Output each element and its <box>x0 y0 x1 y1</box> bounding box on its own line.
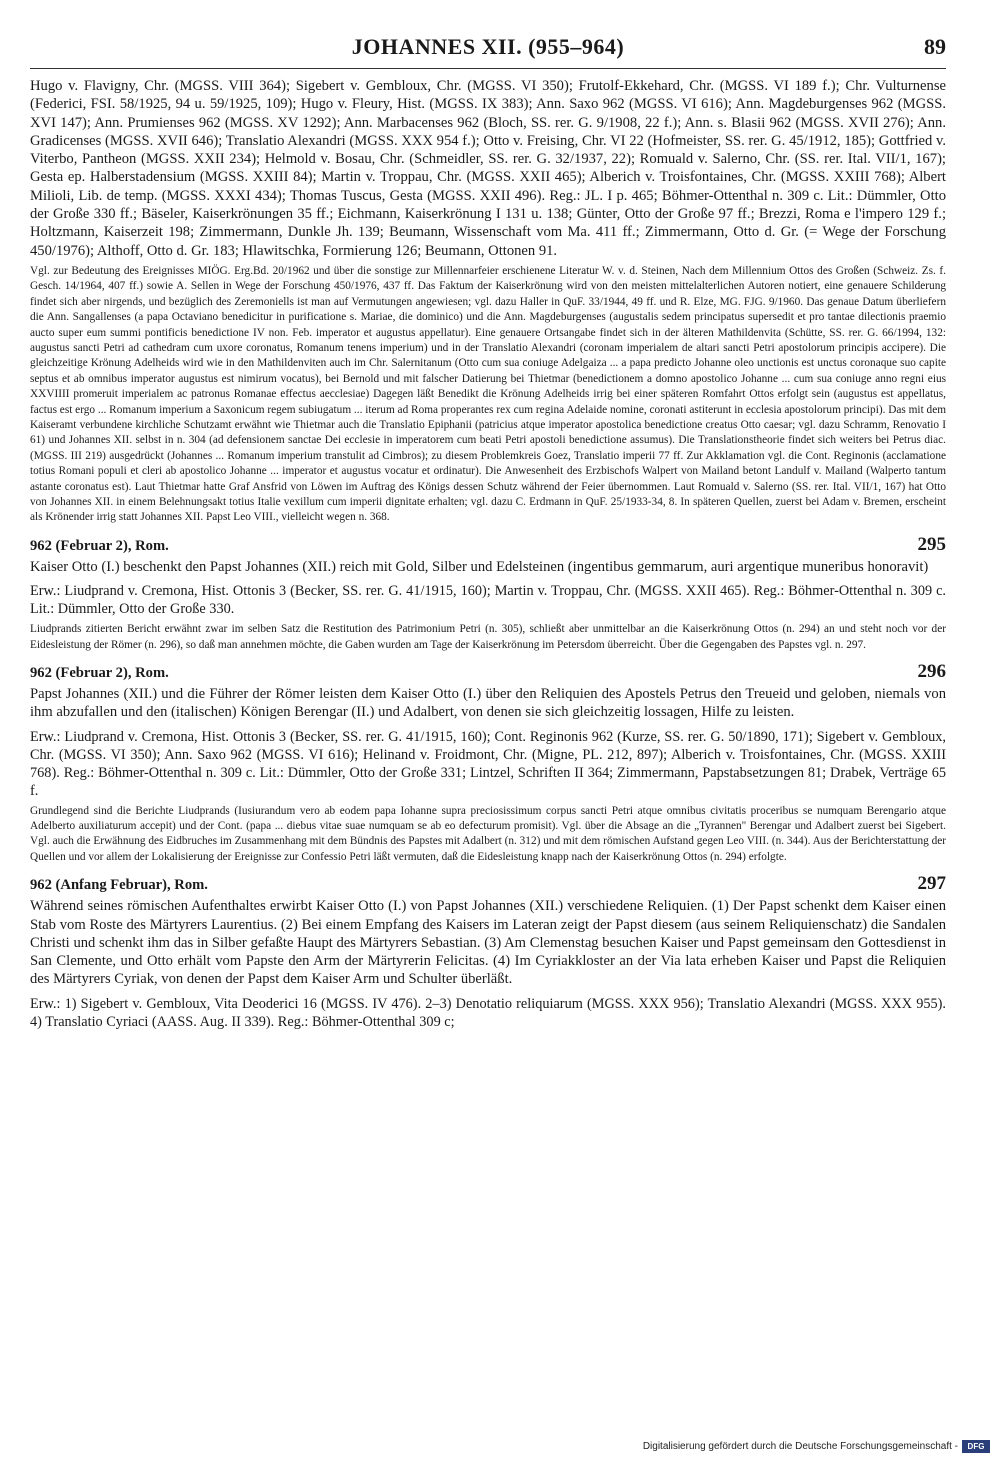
page-number: 89 <box>924 34 946 59</box>
entry-number: 296 <box>917 660 946 682</box>
intro-note: Vgl. zur Bedeutung des Ereignisses MIÖG. Erg.Bd. 20/1962 und über die sonstige zur Millennarfeier erschienene Literatur W. v. d. Steinen, Nach dem Millennium Ottos des Großen (Schweiz. Zs. f. Gesch. 14/1964, 407 ff.) sowie A. Sellen in Wege der Forschung 450/1976, 437 ff. Das Faktum der Kaiserkrönung wird von den meisten mittelalterlichen Autoren notiert, eine genauere Schilderung findet sich aber nirgends, und bezüglich des Zeremoniells ist man auf Vermutungen angewiesen; vgl. dazu Haller in QuF. 33/1944, 49 ff. und R. Elze, MG. FJG. 9/1960. Das genaue Datum überliefern die Ann. Sangallenses (a papa Octaviano benedicitur in purificatione s. Mariae, die dominico) und die Ann. Magdeburgenses (augustalis sedem principatus supersedit et pro tantae dilectionis praemio aucto super eum summi pontificis benedictione IV non. Feb. imperator et augustus appellatur). Eine genauere Ortsangabe findet sich in der älteren Mathildenvita (Schütte, SS. rer. G. 66/1994, 132: augustus sancti Petri ad cathedram cum uxore coronatus, Romanum tenens imperium) und in der Translatio Alexandri (coronam imperialem de altari sancti Petri apostolorum principis accipere). Die gleichzeitige Krönung Adelheids wird wie in den Mathildenviten auch im Chr. Salernitanum (Otto cum sua coniuge Adelgaiza ... a papa predicto Johanne oleo unctionis est unctus coronaque suo capite septus et ab omnibus imperator augustus est nimirum vocatus), bei Bernold und mit falscher Datierung bei Thietmar (benedictionem a domno apostolico Johanne ... cum sua coniuge anno regni eius XXVIIII promeruit imperialem ac patronus Romanae effectus aecclesiae) Dagegen läßt Benedikt die Krönung Adelheids irrig bei einer späteren Romfahrt Ottos erfolgt sein (augustus est appellatus, factus est ergo ... Romanum imperium a Saxonicum regem subiugatum ... iterum ad Roma properantes rex cum regina Adelaide nomine, coronati astiterunt in ecclesia apostolorum principi). Das mit dem Kaiseramt verbundene kirchliche Schutzamt erwähnt wie Thietmar auch die Translatio Epiphanii (patricius atque imperator apostolica benedictione creatus Otto caesar; vgl. dazu Schramm, Renovatio I 61) und Johannes XII. selbst in n. 304 (ad defensionem sanctae Dei ecclesie in imperatorem cum beati Petri apostoli benedictione assumus). Die Translationstheorie findet sich weiters bei Petrus diac. (MGSS. III 219) ausgedrückt (Johannes ... Romanum imperium transtulit ad Cimbros); zu diesem Problemkreis Goez, Translatio imperii 77 ff. Zur Akklamation vgl. die Cont. Reginonis (acclamatione totius Romani populi et cleri ab apostolico Johanne ... imperator et augustus vocatur et ordinatur). Die Anwesenheit des Erzbischofs Walpert von Mailand betont Landulf v. Mailand (Walperto tantum astante coronatus est). Laut Thietmar hatte Graf Ansfrid von Löwen im Auftrag des Königs dessen Schutz während der Feier übernommen. Laut Romuald v. Salerno (SS. rer. Ital. VII/1, 167) hat Otto von Johannes XII. in einem Belehnungsakt totius Italie vexillum cum imperii dignitate erhalten; vgl. dazu C. Erdmann in QuF. 25/1933-34, 8. In späteren Quellen, zuerst bei Adam v. Bremen, erscheint als Krönender irrig statt Johannes XII. Papst Leo VIII., vielleicht wegen n. 368. <box>30 264 946 524</box>
entry-text: Papst Johannes (XII.) und die Führer der Römer leisten dem Kaiser Otto (I.) über den Reliquien des Apostels Petrus den Treueid und geloben, niemals von ihm abzufallen und den (italischen) Königen Berengar (II.) und Adalbert, von denen sie sich gleichzeitig lossagen, Hilfe zu leisten. <box>30 685 946 721</box>
digitization-footer <box>643 1440 990 1453</box>
entry-note: Grundlegend sind die Berichte Liudprands (Iusiurandum vero ab eodem papa Iohanne supra preciosissimum corpus sancti Petri atque omnibus civitatis proceribus se numquam Berengario atque Adelberto auxiliaturum accepit) und der Cont. (papa ... diebus vitae suae numquam se ab eo defecturum promisit). Vgl. über die Absage an die „Tyrannen" Berengar und Adalbert zuerst bei Sigebert. Vgl. auch die Erwähnung des Eidbruches im Zusammenhang mit dem Bündnis des Papstes mit Adalbert (n. 312) und mit dem römischen Aufstand gegen Leo VIII. (n. 344). Aus der Berichterstattung der Quellen und vor allem der Lokalisierung der Ereignisse zur Confessio Petri läßt vermuten, daß die Eidesleistung knapp nach der Kaiserkrönung Ottos (n. 294) erfolgte. <box>30 804 946 863</box>
entry-date: 962 (Anfang Februar), Rom. <box>30 877 208 894</box>
entry-note: Liudprands zitierten Bericht erwähnt zwar im selben Satz die Restitution des Patrimonium Petri (n. 305), schließt aber unmittelbar an die Kaiserkrönung Ottos (n. 294) an und steht noch vor der Eidesleistung der Römer (n. 296), so daß man annehmen möchte, die Gaben wurden am Tage der Kaiserkrönung im Petersdom überreicht. Über die Gegengaben des Papstes vgl. n. 297. <box>30 623 946 651</box>
entry-heading <box>30 534 946 556</box>
entry-heading <box>30 661 946 683</box>
entry-sources: Erw.: Liudprand v. Cremona, Hist. Ottonis 3 (Becker, SS. rer. G. 41/1915, 160); Martin v. Troppau, Chr. (MGSS. XXII 465). Reg.: Böhmer-Ottenthal n. 309 c. Lit.: Dümmler, Otto der Große 330. <box>30 583 946 618</box>
entry-date: 962 (Februar 2), Rom. <box>30 664 169 681</box>
header-rule <box>30 68 946 69</box>
entry-text: Kaiser Otto (I.) beschenkt den Papst Johannes (XII.) reich mit Gold, Silber und Edelsteinen (ingentibus gemmarum, auri argentique muneribus honoravit) <box>30 558 929 575</box>
running-title: JOHANNES XII. (955–964) <box>351 34 625 59</box>
entry-number: 297 <box>917 873 946 895</box>
entry-sources: Erw.: Liudprand v. Cremona, Hist. Ottonis 3 (Becker, SS. rer. G. 41/1915, 160); Cont. Reginonis 962 (Kurze, SS. rer. G. 50/1890, 171); Sigebert v. Gembloux, Chr. (MGSS. VI 350); Ann. Saxo 962 (MGSS. VI 616); Helinand v. Froidmont, Chr. (Migne, PL. 212, 897); Alberich v. Troisfontaines, Chr. (MGSS. XXIII 768). Reg.: Böhmer-Ottenthal n. 309 c. Lit.: Dümmler, Otto der Große 331; Lintzel, Schriften II 364; Zimmermann, Papstabsetzungen 81; Drabek, Verträge 65 f. <box>30 728 946 799</box>
regest-entry-296 <box>30 661 946 865</box>
book-page <box>30 34 946 1031</box>
entry-date: 962 (Februar 2), Rom. <box>30 537 169 554</box>
dfg-logo: DFG <box>962 1440 990 1453</box>
regest-entry-297 <box>30 873 946 1030</box>
entry-text: Während seines römischen Aufenthaltes erwirbt Kaiser Otto (I.) von Papst Johannes (XII.) verschiedene Reliquien. (1) Der Papst schenkt dem Kaiser einen Stab vom Roste des Märtyrers Laurentius. (2) Bei einem Empfang des Kaisers im Lateran zeigt der Papst diesem (aus seinem Reliquienschatz) die Sandalen Christi und schenkt ihm das in Silber gefaßte Haupt des Märtyrers Sebastian. (3) Am Clemenstag besuchen Kaiser und Papst gemeinsam den Gottesdienst in San Clemente, und Otto erhält vom Papste den Arm der Märtyrerin Felicitas. (4) Im Cyriakkloster an der Via lata erheben Kaiser und Papst die Reliquien des Märtyrers Cyriak, von denen der Papst dem Kaiser Arm und Schulter überläßt. <box>30 898 946 988</box>
regest-entry-295 <box>30 534 946 653</box>
entry-sources: Erw.: 1) Sigebert v. Gembloux, Vita Deoderici 16 (MGSS. IV 476). 2–3) Denotatio reliquiarum (MGSS. XXX 956); Translatio Alexandri (MGSS. XXX 955). 4) Translatio Cyriaci (AASS. Aug. II 339). Reg.: Böhmer-Ottenthal 309 c; <box>30 995 946 1030</box>
intro-sources: Hugo v. Flavigny, Chr. (MGSS. VIII 364); Sigebert v. Gembloux, Chr. (MGSS. VI 350); Frutolf-Ekkehard, Chr. (MGSS. VI 189 f.); Chr. Vulturnense (Federici, FSI. 58/1925, 94 u. 59/1925, 109); Hugo v. Fleury, Hist. (MGSS. IX 383); Ann. Saxo 962 (MGSS. VI 616); Ann. Magdeburgenses 962 (MGSS. XVI 147); Ann. Prumienses 962 (MGSS. XV 1292); Ann. Marbacenses 962 (Bloch, SS. rer. G. 9/1908, 22 f.); Ann. s. Blasii 962 (MGSS. XVII 276); Ann. Gradicenses (MGSS. XVII 646); Translatio Alexandri (MGSS. XXX 954 f.); Otto v. Freising, Chr. VI 22 (Hofmeister, SS. rer. G. 45/1912, 185); Gottfried v. Viterbo, Pantheon (MGSS. XXII 234); Helmold v. Bosau, Chr. (Schmeidler, SS. rer. G. 32/1937, 22); Romuald v. Salerno, Chr. (SS. rer. Ital. VII/1, 167); Gesta ep. Halberstadensium (MGSS. XXIII 84); Martin v. Troppau, Chr. (MGSS. XXII 465); Alberich v. Troisfontaines, Chr. (MGSS. XXIII 768); Albert Milioli, Lib. de temp. (MGSS. XXXI 434); Thomas Tuscus, Gesta (MGSS. XXII 496). Reg.: JL. I p. 465; Böhmer-Ottenthal n. 309 c. Lit.: Dümmler, Otto der Große 330 ff.; Bäseler, Kaiserkrönungen 35 ff.; Eichmann, Kaiserkrönung I 131 u. 138; Günter, Otto der Große 97 ff.; Brezzi, Roma e l'impero 129 f.; Holtzmann, Kaiserzeit 198; Zimmermann, Dunkle Jh. 139; Beumann, Wissenschaft vom Ma. 411 ff.; Zimmermann, Otto d. Gr. (= Wege der Forschung 450/1976); Althoff, Otto d. Gr. 183; Hlawitschka, Formierung 126; Beumann, Ottonen 91. <box>30 78 946 259</box>
footer-credit: Digitalisierung gefördert durch die Deutsche Forschungsgemeinschaft - <box>642 1441 958 1452</box>
entry-heading <box>30 873 946 895</box>
entry-number: 295 <box>917 533 946 555</box>
running-header <box>30 34 946 64</box>
